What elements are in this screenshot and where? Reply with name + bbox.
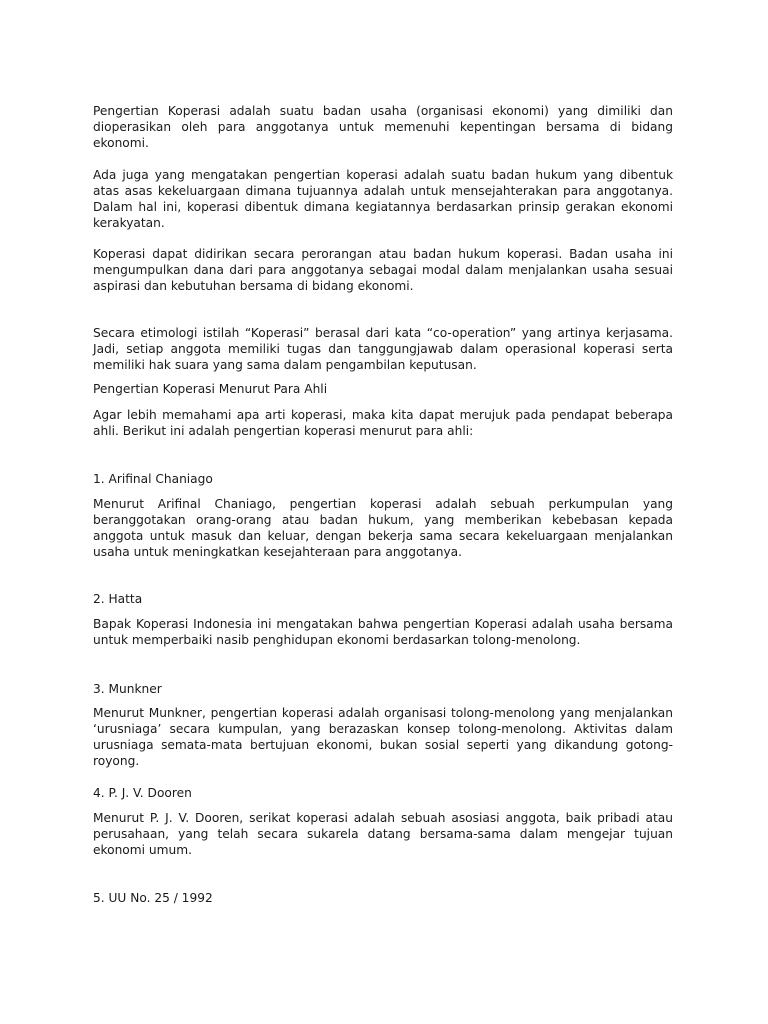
expert-heading: 3. Munkner: [93, 682, 162, 696]
expert-heading: 1. Arifinal Chaniago: [93, 472, 213, 486]
section-title: Pengertian Koperasi Menurut Para Ahli: [93, 382, 328, 396]
paragraph-intro-experts: Agar lebih memahami apa arti koperasi, maka kita dapat merujuk pada pendapat beberapa ahli. Berikut ini adalah pengertian koperasi menurut para ahli:: [93, 408, 673, 438]
expert-body: Menurut Munkner, pengertian koperasi adalah organisasi tolong-menolong yang menjalankan ‘urusniaga’ secara kumpulan, yang berazaskan konsep tolong-menolong. Aktivitas dalam urusniaga semata-mata bertujuan ekonomi, bukan sosial seperti yang dikandung gotong-royong.: [93, 706, 673, 768]
paragraph-legal-entity: Ada juga yang mengatakan pengertian koperasi adalah suatu badan hukum yang dibentuk atas asas kekeluargaan dimana tujuannya adalah untuk mensejahterakan para anggotanya. Dalam hal ini, koperasi dibentuk dimana kegiatannya berdasarkan prinsip gerakan ekonomi kerakyatan.: [93, 168, 673, 230]
expert-heading: 2. Hatta: [93, 592, 143, 606]
expert-body: Menurut Arifinal Chaniago, pengertian koperasi adalah sebuah perkumpulan yang beranggotakan orang-orang atau badan hukum, yang memberikan kebebasan kepada anggota untuk masuk dan keluar, dengan bekerja sama secara kekeluargaan menjalankan usaha untuk meningkatkan kesejahteraan para anggotanya.: [93, 497, 673, 559]
paragraph-establishment: Koperasi dapat didirikan secara perorangan atau badan hukum koperasi. Badan usaha ini mengumpulkan dana dari para anggotanya sebagai modal dalam menjalankan usaha sesuai aspirasi dan kebutuhan bersama di bidang ekonomi.: [93, 247, 673, 293]
paragraph-definition: Pengertian Koperasi adalah suatu badan usaha (organisasi ekonomi) yang dimiliki dan dioperasikan oleh para anggotanya untuk memenuhi kepentingan bersama di bidang ekonomi.: [93, 104, 673, 150]
paragraph-etymology: Secara etimologi istilah “Koperasi” berasal dari kata “co-operation” yang artinya kerjasama. Jadi, setiap anggota memiliki tugas dan tanggungjawab dalam operasional koperasi serta memiliki hak suara yang sama dalam pengambilan keputusan.: [93, 326, 673, 372]
expert-heading: 5. UU No. 25 / 1992: [93, 891, 213, 905]
expert-body: Menurut P. J. V. Dooren, serikat koperasi adalah sebuah asosiasi anggota, baik pribadi atau perusahaan, yang telah secara sukarela datang bersama-sama dalam mengejar tujuan ekonomi umum.: [93, 811, 673, 857]
expert-body: Bapak Koperasi Indonesia ini mengatakan bahwa pengertian Koperasi adalah usaha bersama untuk memperbaiki nasib penghidupan ekonomi berdasarkan tolong-menolong.: [93, 617, 673, 647]
expert-heading: 4. P. J. V. Dooren: [93, 786, 192, 800]
